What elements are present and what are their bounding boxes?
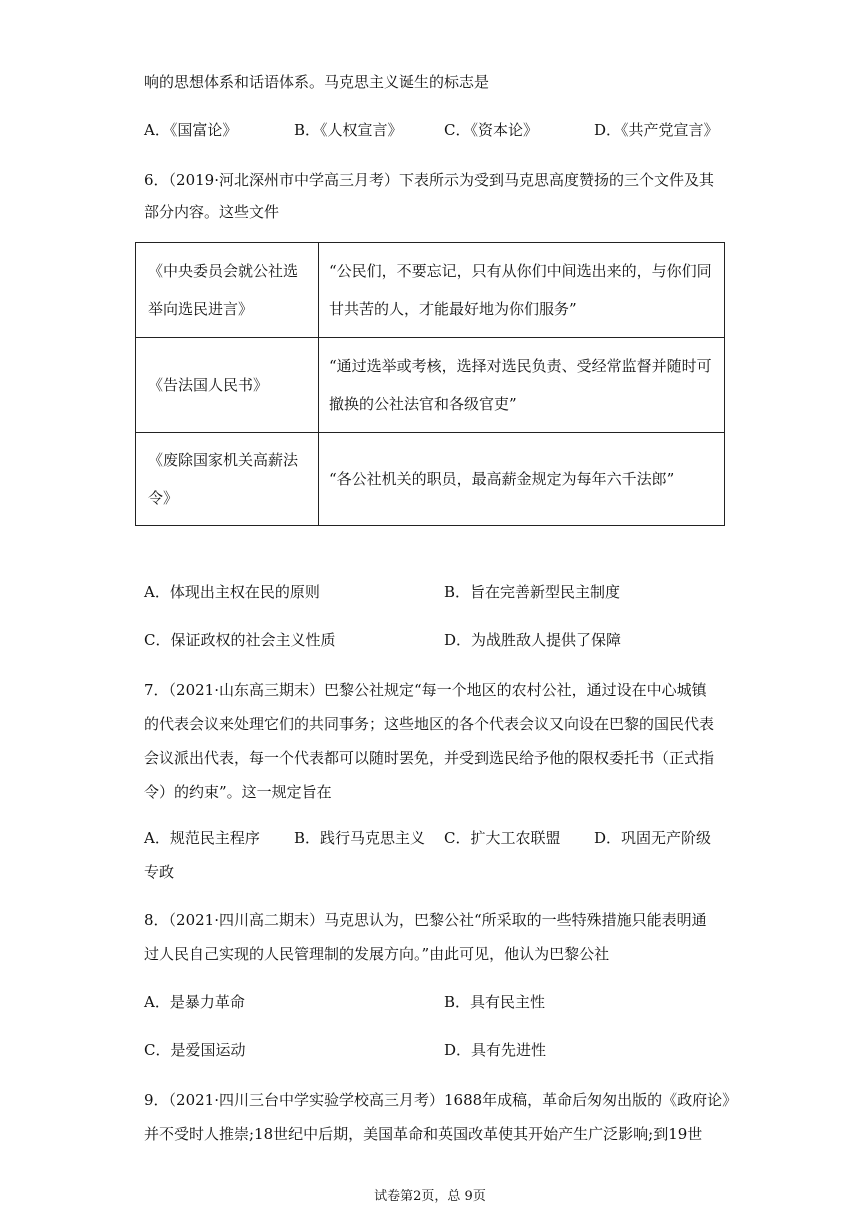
q6-option-d[interactable]: D．为战胜敌人提供了保障: [444, 631, 622, 649]
table-cell-document: 《废除国家机关高薪法 令》: [136, 433, 319, 526]
q7-stem-line-3: 会议派出代表，每一个代表都可以随时罢免，并受到选民给予他的限权委托书（正式指: [144, 749, 715, 767]
q7-option-c[interactable]: C．扩大工农联盟: [444, 829, 561, 847]
q6-option-b[interactable]: B．旨在完善新型民主制度: [444, 583, 621, 601]
q8-stem-line-2: 过人民自己实现的人民管理制的发展方向。”由此可见，他认为巴黎公社: [144, 945, 610, 963]
q7-option-a[interactable]: A．规范民主程序: [144, 829, 260, 847]
q5-option-c[interactable]: C．《资本论》: [444, 121, 538, 139]
q6-option-a[interactable]: A．体现出主权在民的原则: [144, 583, 320, 601]
table-cell-content: “公民们，不要忘记，只有从你们中间选出来的，与你们同 甘共苦的人，才能最好地为你们服务”: [319, 243, 725, 338]
q8-option-c[interactable]: C．是爱国运动: [144, 1041, 246, 1059]
table-row: [136, 433, 725, 526]
q8-option-b[interactable]: B．具有民主性: [444, 993, 546, 1011]
table-row: [136, 243, 725, 338]
q7-stem-line-4: 令）的约束”。这一规定旨在: [144, 783, 332, 801]
q7-option-d[interactable]: D．巩固无产阶级: [594, 829, 712, 847]
table-row: [136, 338, 725, 433]
q7-stem-line-2: 的代表会议来处理它们的共同事务；这些地区的各个代表会议又向设在巴黎的国民代表: [144, 715, 715, 733]
q7-stem-line-1: 7．（2021·山东高三期末）巴黎公社规定“每一个地区的农村公社，通过设在中心城镇: [144, 681, 707, 699]
q6-source-table: [135, 242, 725, 526]
q7-option-b[interactable]: B．践行马克思主义: [294, 829, 426, 847]
q5-option-d[interactable]: D．《共产党宣言》: [594, 121, 719, 139]
q5-stem: 响的思想体系和话语体系。马克思主义诞生的标志是: [144, 73, 490, 91]
table-cell-document: 《告法国人民书》: [136, 338, 319, 433]
q9-stem-line-2: 并不受时人推崇;18世纪中后期，美国革命和英国改革使其开始产生广泛影响;到19世: [144, 1125, 703, 1143]
q6-stem-line-1: 6．（2019·河北深州市中学高三月考）下表所示为受到马克思高度赞扬的三个文件及其: [144, 171, 714, 189]
table-cell-document: 《中央委员会就公社选 举向选民进言》: [136, 243, 319, 338]
q5-option-b[interactable]: B．《人权宣言》: [294, 121, 403, 139]
q8-option-a[interactable]: A．是暴力革命: [144, 993, 245, 1011]
q8-stem-line-1: 8．（2021·四川高二期末）马克思认为，巴黎公社“所采取的一些特殊措施只能表明通: [144, 911, 707, 929]
page-footer: 试卷第2页，总 9页: [374, 1189, 486, 1204]
q6-option-c[interactable]: C．保证政权的社会主义性质: [144, 631, 336, 649]
table-cell-content: “通过选举或考核，选择对选民负责、受经常监督并随时可 撤换的公社法官和各级官吏”: [319, 338, 725, 433]
q7-option-d-wrap: 专政: [144, 863, 175, 881]
q5-option-a[interactable]: A．《国富论》: [144, 121, 238, 139]
q6-stem-line-2: 部分内容。这些文件: [144, 203, 280, 221]
q9-stem-line-1: 9．（2021·四川三台中学实验学校高三月考）1688年成稿，革命后匆匆出版的《政府论》: [144, 1091, 738, 1109]
table-cell-content: “各公社机关的职员，最高薪金规定为每年六千法郎”: [319, 433, 725, 526]
q8-option-d[interactable]: D．具有先进性: [444, 1041, 547, 1059]
